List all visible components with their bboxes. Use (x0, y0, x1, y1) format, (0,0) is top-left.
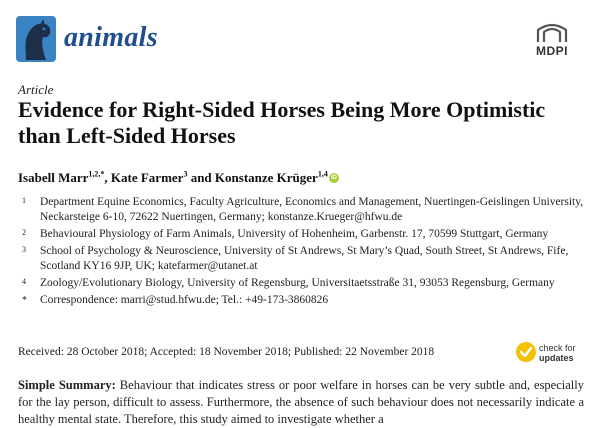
mdpi-mark-icon (524, 22, 580, 44)
author-affil-sup: 3 (183, 169, 188, 179)
affiliation-text: Department Equine Economics, Faculty Agriculture, Economics and Management, Nuertingen-Geislingen University, Neckarsteige 6-10, 72622 Nuertingen, Germany; konstanze.Krueger@hfwu.de (40, 196, 584, 223)
affiliation-item (18, 227, 588, 242)
paper-title: Evidence for Right-Sided Horses Being More Optimistic than Left-Sided Horses (18, 97, 546, 148)
author-name[interactable]: Kate Farmer (110, 170, 184, 185)
horse-head-icon (16, 16, 56, 62)
author-list (18, 170, 588, 186)
updates-label-line1: check for (539, 343, 576, 353)
correspondence-item (18, 293, 588, 308)
mdpi-logo[interactable] (524, 22, 580, 58)
author-separator: , (104, 170, 111, 185)
affiliation-text: Behavioural Physiology of Farm Animals, University of Hohenheim, Garbenstr. 17, 70599 Stuttgart, Germany (40, 228, 549, 240)
summary-label: Simple Summary: (18, 378, 116, 392)
affiliation-item (18, 195, 588, 225)
correspondence-text: Correspondence: marri@stud.hfwu.de; Tel.: +49-173-3860826 (40, 294, 329, 306)
author-name[interactable]: Konstanze Krüger (214, 170, 318, 185)
affiliation-number: 3 (22, 245, 26, 254)
summary-text: Behaviour that indicates stress or poor welfare in horses can be very subtle and, especially for the lay person, difficult to assess. Furthermore, the absence of such behaviour does not necessarily indicate a healthy mental state. Therefore, this study aimed to investigate whether a (18, 378, 584, 426)
affiliation-text: School of Psychology & Neuroscience, University of St Andrews, St Mary’s Quad, South Street, St Andrews, Fife, Scotland KY16 9JP, UK; katefarmer@utanet.at (40, 245, 569, 272)
author-affil-sup: 1,2,* (88, 169, 105, 179)
publication-dates: Received: 28 October 2018; Accepted: 18 November 2018; Published: 22 November 2018 (18, 346, 435, 358)
journal-header (0, 0, 600, 70)
checkmark-icon (516, 342, 536, 362)
updates-label-line2: updates (539, 353, 574, 363)
orcid-icon[interactable]: iD (330, 175, 337, 181)
simple-summary (18, 377, 584, 428)
affiliation-text: Zoology/Evolutionary Biology, University of Regensburg, Universitaetsstraße 31, 93053 Regensburg, Germany (40, 277, 555, 289)
affiliation-number: 2 (22, 228, 26, 237)
affiliation-number: 1 (22, 196, 26, 205)
check-for-updates-badge[interactable] (516, 342, 588, 366)
journal-logo (16, 16, 56, 62)
author-separator: and (187, 170, 215, 185)
journal-name[interactable]: animals (64, 22, 158, 53)
affiliation-list (18, 195, 588, 310)
author-affil-sup: 1,4 (317, 169, 328, 179)
affiliation-item (18, 244, 588, 274)
publisher-name: MDPI (536, 44, 568, 58)
affiliation-number: 4 (22, 277, 26, 286)
affiliation-item (18, 276, 588, 291)
author-name[interactable]: Isabell Marr (18, 170, 89, 185)
correspondence-marker: * (22, 295, 27, 306)
article-type: Article (18, 82, 54, 97)
